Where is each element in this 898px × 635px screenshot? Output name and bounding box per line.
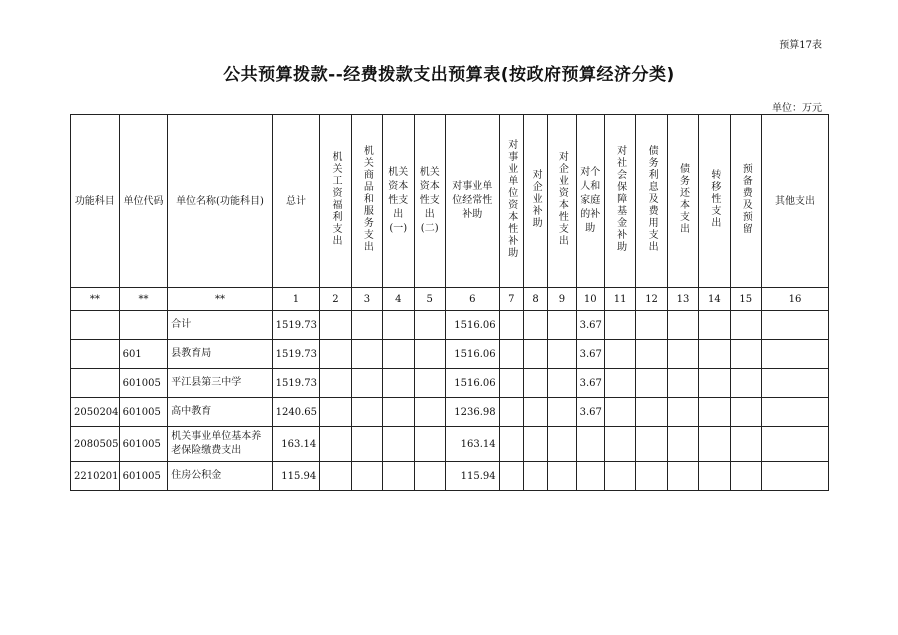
- index-cell: **: [168, 288, 272, 311]
- func-code-cell: [71, 340, 120, 369]
- header-staff-salary: 机关工资福利支出: [320, 115, 351, 288]
- page-title: 公共预算拨款--经费拨款支出预算表(按政府预算经济分类): [223, 65, 675, 85]
- index-row: [71, 288, 829, 311]
- unit-name-cell: 机关事业单位基本养老保险缴费支出: [168, 427, 272, 462]
- header-transfer: 转移性支出: [699, 115, 730, 288]
- header-unit-code: 单位代码: [119, 115, 168, 288]
- index-cell: 7: [499, 288, 523, 311]
- header-public-institution-subsidy: 对事业单位经常性补助: [445, 115, 499, 288]
- func-code-cell: 2080505: [71, 427, 120, 462]
- table-row: [71, 340, 829, 369]
- header-enterprise-subsidy: 对企业补助: [523, 115, 547, 288]
- household-subsidy-cell: 3.67: [576, 340, 604, 369]
- index-cell: 14: [699, 288, 730, 311]
- header-household-subsidy: 对个人和家庭的补助: [576, 115, 604, 288]
- index-cell: 4: [383, 288, 414, 311]
- func-code-cell: [71, 311, 120, 340]
- household-subsidy-cell: [576, 462, 604, 491]
- index-cell: 15: [730, 288, 761, 311]
- index-cell: 8: [523, 288, 547, 311]
- table-row: [71, 462, 829, 491]
- table-row: [71, 369, 829, 398]
- total-cell: 1240.65: [272, 398, 320, 427]
- public-institution-subsidy-cell: 115.94: [445, 462, 499, 491]
- header-debt-interest: 债务利息及费用支出: [636, 115, 667, 288]
- table-row: [71, 398, 829, 427]
- header-capital-2: 机关资本性支出(二): [414, 115, 445, 288]
- total-cell: 163.14: [272, 427, 320, 462]
- index-cell: **: [71, 288, 120, 311]
- total-cell: 1519.73: [272, 311, 320, 340]
- header-debt-principal: 债务还本支出: [667, 115, 698, 288]
- index-cell: 13: [667, 288, 698, 311]
- table-row: [71, 427, 829, 462]
- total-cell: 1519.73: [272, 340, 320, 369]
- header-unit-name: 单位名称(功能科目): [168, 115, 272, 288]
- header-total: 总计: [272, 115, 320, 288]
- household-subsidy-cell: [576, 427, 604, 462]
- func-code-cell: 2210201: [71, 462, 120, 491]
- header-enterprise-capital: 对企业资本性支出: [548, 115, 576, 288]
- func-code-cell: 2050204: [71, 398, 120, 427]
- budget-table: [70, 114, 829, 491]
- unit-code-cell: 601005: [119, 369, 168, 398]
- index-cell: 5: [414, 288, 445, 311]
- header-reserve: 预备费及预留: [730, 115, 761, 288]
- index-cell: 10: [576, 288, 604, 311]
- public-institution-subsidy-cell: 1516.06: [445, 311, 499, 340]
- unit-label: 单位：万元: [772, 103, 822, 114]
- unit-name-cell: 合计: [168, 311, 272, 340]
- index-cell: 9: [548, 288, 576, 311]
- unit-code-cell: [119, 311, 168, 340]
- header-func-code: 功能科目: [71, 115, 120, 288]
- header-public-institution-capital: 对事业单位资本性补助: [499, 115, 523, 288]
- func-code-cell: [71, 369, 120, 398]
- index-cell: 3: [351, 288, 382, 311]
- index-cell: 1: [272, 288, 320, 311]
- unit-code-cell: 601005: [119, 427, 168, 462]
- public-institution-subsidy-cell: 1516.06: [445, 369, 499, 398]
- total-cell: 1519.73: [272, 369, 320, 398]
- table-row: [71, 311, 829, 340]
- index-cell: 16: [761, 288, 828, 311]
- header-row: [71, 115, 829, 288]
- header-other: 其他支出: [761, 115, 828, 288]
- public-institution-subsidy-cell: 1236.98: [445, 398, 499, 427]
- unit-name-cell: 平江县第三中学: [168, 369, 272, 398]
- total-cell: 115.94: [272, 462, 320, 491]
- unit-code-cell: 601005: [119, 462, 168, 491]
- unit-code-cell: 601: [119, 340, 168, 369]
- unit-name-cell: 住房公积金: [168, 462, 272, 491]
- unit-code-cell: 601005: [119, 398, 168, 427]
- public-institution-subsidy-cell: 1516.06: [445, 340, 499, 369]
- unit-name-cell: 县教育局: [168, 340, 272, 369]
- household-subsidy-cell: 3.67: [576, 398, 604, 427]
- index-cell: 6: [445, 288, 499, 311]
- header-goods-services: 机关商品和服务支出: [351, 115, 382, 288]
- index-cell: **: [119, 288, 168, 311]
- household-subsidy-cell: 3.67: [576, 369, 604, 398]
- header-social-security-fund: 对社会保障基金补助: [604, 115, 635, 288]
- header-capital-1: 机关资本性支出(一): [383, 115, 414, 288]
- form-number: 预算17表: [779, 40, 822, 51]
- index-cell: 2: [320, 288, 351, 311]
- unit-name-cell: 高中教育: [168, 398, 272, 427]
- index-cell: 11: [604, 288, 635, 311]
- public-institution-subsidy-cell: 163.14: [445, 427, 499, 462]
- household-subsidy-cell: 3.67: [576, 311, 604, 340]
- index-cell: 12: [636, 288, 667, 311]
